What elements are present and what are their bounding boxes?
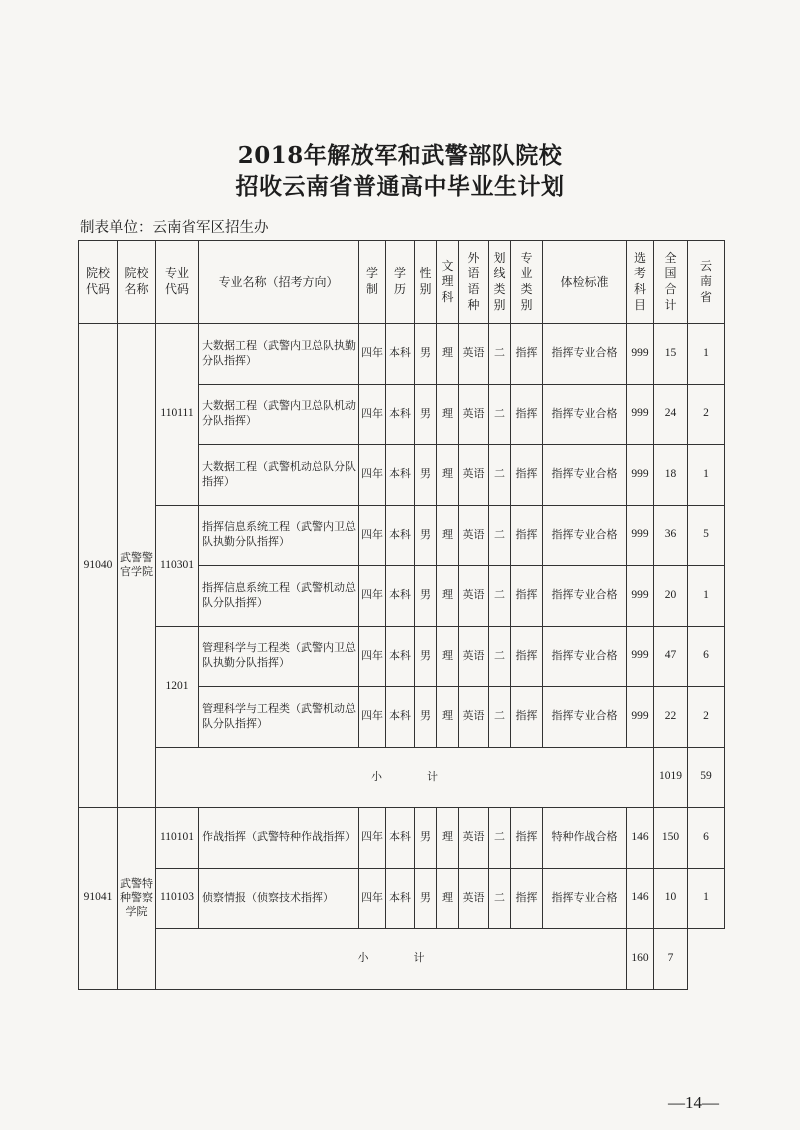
duration-cell: 四年 <box>359 687 386 748</box>
yunnan-cell: 1 <box>688 566 725 627</box>
physical-standard-cell: 指挥专业合格 <box>543 505 627 566</box>
arts-science-cell: 理 <box>437 505 459 566</box>
line-type-cell: 二 <box>489 445 511 506</box>
header-yunnan: 云南省 <box>688 241 725 324</box>
gender-cell: 男 <box>415 868 437 929</box>
line-type-cell: 二 <box>489 566 511 627</box>
physical-standard-cell: 指挥专业合格 <box>543 384 627 445</box>
gender-cell: 男 <box>415 687 437 748</box>
national-total-cell: 36 <box>654 505 688 566</box>
arts-science-cell: 理 <box>437 324 459 385</box>
major-type-cell: 指挥 <box>511 687 543 748</box>
line-type-cell: 二 <box>489 868 511 929</box>
major-name-cell: 大数据工程（武警内卫总队机动分队指挥） <box>199 384 359 445</box>
physical-standard-cell: 指挥专业合格 <box>543 566 627 627</box>
major-type-cell: 指挥 <box>511 566 543 627</box>
major-type-cell: 指挥 <box>511 626 543 687</box>
duration-cell: 四年 <box>359 505 386 566</box>
arts-science-cell: 理 <box>437 687 459 748</box>
major-type-cell: 指挥 <box>511 384 543 445</box>
language-cell: 英语 <box>459 626 489 687</box>
header-physical-standard: 体检标准 <box>543 241 627 324</box>
header-school-name: 院校名称 <box>118 241 156 324</box>
subject-cell: 999 <box>627 687 654 748</box>
major-code-cell: 110111 <box>156 324 199 506</box>
school-code-cell: 91041 <box>79 808 118 990</box>
arts-science-cell: 理 <box>437 566 459 627</box>
header-school-code: 院校代码 <box>79 241 118 324</box>
duration-cell: 四年 <box>359 808 386 869</box>
header-arts-science: 文理科 <box>437 241 459 324</box>
subject-cell: 999 <box>627 324 654 385</box>
header-elective-subject: 选考科目 <box>627 241 654 324</box>
degree-cell: 本科 <box>386 505 415 566</box>
subtotal-label: 小计 <box>156 747 654 808</box>
major-type-cell: 指挥 <box>511 868 543 929</box>
arts-science-cell: 理 <box>437 626 459 687</box>
page-number: —14— <box>668 1093 719 1112</box>
language-cell: 英语 <box>459 445 489 506</box>
duration-cell: 四年 <box>359 445 386 506</box>
issuing-unit: 制表单位：云南省军区招生办 <box>80 220 269 236</box>
physical-standard-cell: 指挥专业合格 <box>543 445 627 506</box>
major-code-cell: 110103 <box>156 868 199 929</box>
school-name-cell: 武警特种警察学院 <box>118 808 156 990</box>
major-name-cell: 侦察情报（侦察技术指挥） <box>199 868 359 929</box>
school-name-cell: 武警警官学院 <box>118 324 156 808</box>
header-language: 外语语种 <box>459 241 489 324</box>
header-duration: 学制 <box>359 241 386 324</box>
physical-standard-cell: 特种作战合格 <box>543 808 627 869</box>
header-line-type: 划线类别 <box>489 241 511 324</box>
major-name-cell: 指挥信息系统工程（武警内卫总队执勤分队指挥） <box>199 505 359 566</box>
national-total-cell: 10 <box>654 868 688 929</box>
table-row <box>79 868 725 929</box>
gender-cell: 男 <box>415 384 437 445</box>
language-cell: 英语 <box>459 808 489 869</box>
language-cell: 英语 <box>459 505 489 566</box>
duration-cell: 四年 <box>359 384 386 445</box>
yunnan-cell: 6 <box>688 808 725 869</box>
arts-science-cell: 理 <box>437 808 459 869</box>
yunnan-cell: 5 <box>688 505 725 566</box>
physical-standard-cell: 指挥专业合格 <box>543 626 627 687</box>
subject-cell: 146 <box>627 808 654 869</box>
major-name-cell: 管理科学与工程类（武警内卫总队执勤分队指挥） <box>199 626 359 687</box>
yunnan-cell: 1 <box>688 445 725 506</box>
table-row <box>79 505 725 566</box>
major-type-cell: 指挥 <box>511 808 543 869</box>
degree-cell: 本科 <box>386 687 415 748</box>
subject-cell: 146 <box>627 868 654 929</box>
line-type-cell: 二 <box>489 505 511 566</box>
yunnan-cell: 6 <box>688 626 725 687</box>
major-type-cell: 指挥 <box>511 505 543 566</box>
major-name-cell: 管理科学与工程类（武警机动总队分队指挥） <box>199 687 359 748</box>
physical-standard-cell: 指挥专业合格 <box>543 868 627 929</box>
degree-cell: 本科 <box>386 384 415 445</box>
duration-cell: 四年 <box>359 566 386 627</box>
document-title-line1: 2018年解放军和武警部队院校 <box>237 142 563 169</box>
gender-cell: 男 <box>415 808 437 869</box>
national-total-cell: 20 <box>654 566 688 627</box>
subtotal-row <box>79 747 725 808</box>
national-total-cell: 150 <box>654 808 688 869</box>
header-major-code: 专业代码 <box>156 241 199 324</box>
duration-cell: 四年 <box>359 324 386 385</box>
line-type-cell: 二 <box>489 384 511 445</box>
school-code-cell: 91040 <box>79 324 118 808</box>
degree-cell: 本科 <box>386 626 415 687</box>
major-name-cell: 指挥信息系统工程（武警机动总队分队指挥） <box>199 566 359 627</box>
language-cell: 英语 <box>459 384 489 445</box>
table-header-row <box>79 241 725 324</box>
subject-cell: 999 <box>627 566 654 627</box>
line-type-cell: 二 <box>489 808 511 869</box>
subject-cell: 999 <box>627 626 654 687</box>
header-major-name: 专业名称（招考方向） <box>199 241 359 324</box>
degree-cell: 本科 <box>386 324 415 385</box>
gender-cell: 男 <box>415 505 437 566</box>
national-total-cell: 22 <box>654 687 688 748</box>
table-row <box>79 626 725 687</box>
yunnan-cell: 2 <box>688 687 725 748</box>
language-cell: 英语 <box>459 868 489 929</box>
header-national-total: 全国合计 <box>654 241 688 324</box>
table-row <box>79 324 725 385</box>
national-total-cell: 15 <box>654 324 688 385</box>
degree-cell: 本科 <box>386 445 415 506</box>
line-type-cell: 二 <box>489 687 511 748</box>
major-code-cell: 110101 <box>156 808 199 869</box>
duration-cell: 四年 <box>359 868 386 929</box>
national-total-cell: 18 <box>654 445 688 506</box>
major-code-cell: 110301 <box>156 505 199 626</box>
line-type-cell: 二 <box>489 324 511 385</box>
subtotal-label: 小计 <box>156 929 627 990</box>
arts-science-cell: 理 <box>437 445 459 506</box>
subtotal-row <box>79 929 725 990</box>
subject-cell: 999 <box>627 384 654 445</box>
degree-cell: 本科 <box>386 808 415 869</box>
line-type-cell: 二 <box>489 626 511 687</box>
national-total-cell: 24 <box>654 384 688 445</box>
subtotal-national: 1019 <box>654 747 688 808</box>
yunnan-cell: 1 <box>688 868 725 929</box>
subject-cell: 999 <box>627 445 654 506</box>
yunnan-cell: 2 <box>688 384 725 445</box>
major-name-cell: 大数据工程（武警机动总队分队指挥） <box>199 445 359 506</box>
degree-cell: 本科 <box>386 566 415 627</box>
major-type-cell: 指挥 <box>511 324 543 385</box>
gender-cell: 男 <box>415 626 437 687</box>
physical-standard-cell: 指挥专业合格 <box>543 324 627 385</box>
language-cell: 英语 <box>459 687 489 748</box>
arts-science-cell: 理 <box>437 868 459 929</box>
header-degree: 学历 <box>386 241 415 324</box>
duration-cell: 四年 <box>359 626 386 687</box>
major-name-cell: 大数据工程（武警内卫总队执勤分队指挥） <box>199 324 359 385</box>
major-type-cell: 指挥 <box>511 445 543 506</box>
subtotal-yunnan: 7 <box>654 929 688 990</box>
header-major-type: 专业类别 <box>511 241 543 324</box>
subject-cell: 999 <box>627 505 654 566</box>
arts-science-cell: 理 <box>437 384 459 445</box>
gender-cell: 男 <box>415 445 437 506</box>
subtotal-national: 160 <box>627 929 654 990</box>
document-title-line2: 招收云南省普通高中毕业生计划 <box>235 173 565 200</box>
enrollment-plan-table <box>78 240 725 990</box>
language-cell: 英语 <box>459 324 489 385</box>
table-row <box>79 808 725 869</box>
degree-cell: 本科 <box>386 868 415 929</box>
gender-cell: 男 <box>415 324 437 385</box>
physical-standard-cell: 指挥专业合格 <box>543 687 627 748</box>
language-cell: 英语 <box>459 566 489 627</box>
subtotal-yunnan: 59 <box>688 747 725 808</box>
major-name-cell: 作战指挥（武警特种作战指挥） <box>199 808 359 869</box>
header-gender: 性别 <box>415 241 437 324</box>
gender-cell: 男 <box>415 566 437 627</box>
yunnan-cell: 1 <box>688 324 725 385</box>
national-total-cell: 47 <box>654 626 688 687</box>
major-code-cell: 1201 <box>156 626 199 747</box>
